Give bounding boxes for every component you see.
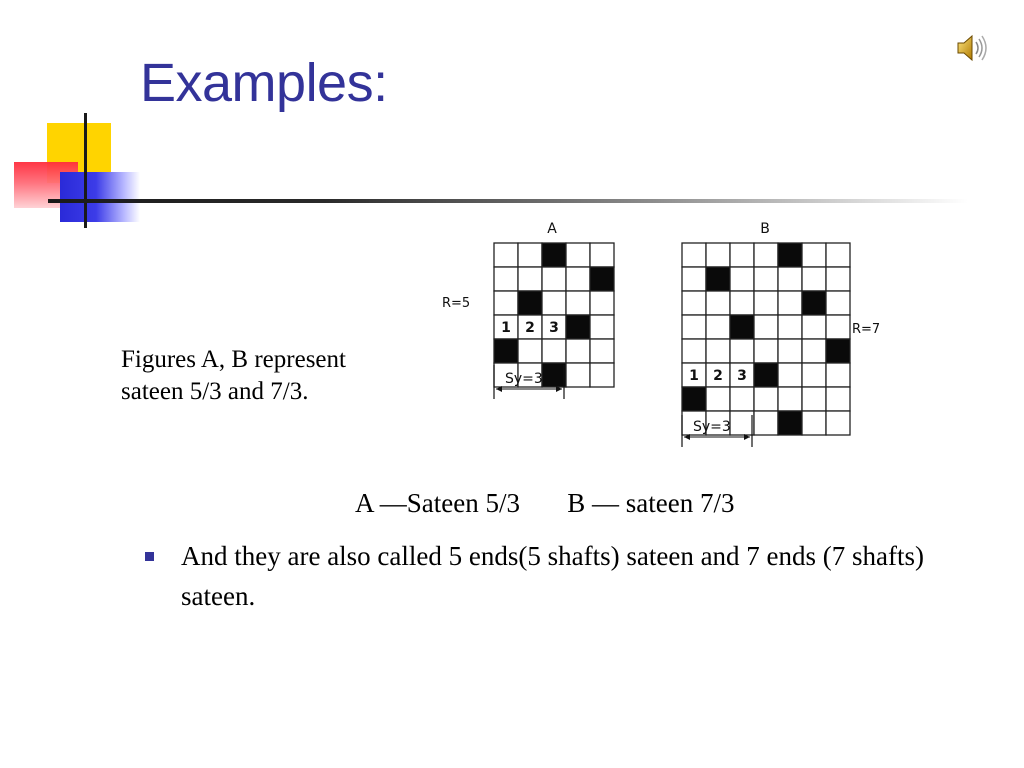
weave-cell-number: 1 <box>501 320 511 336</box>
weave-cell <box>682 243 706 267</box>
weave-cell <box>730 291 754 315</box>
weave-cell-filled <box>706 267 730 291</box>
weave-cell-number: 3 <box>549 320 559 336</box>
weave-cell <box>706 339 730 363</box>
weave-cell-filled <box>778 243 802 267</box>
weave-cell <box>802 315 826 339</box>
weave-cell <box>802 243 826 267</box>
weave-cell <box>706 243 730 267</box>
weave-cell <box>730 387 754 411</box>
weave-cell-filled <box>730 315 754 339</box>
weave-cell <box>566 243 590 267</box>
weave-cell <box>778 339 802 363</box>
diagram-a-shift-label: Sy=3 <box>505 371 543 387</box>
weave-cell <box>778 387 802 411</box>
weave-cell <box>566 363 590 387</box>
weave-cell <box>682 291 706 315</box>
weave-cell <box>542 267 566 291</box>
weave-cell <box>682 315 706 339</box>
weave-cell <box>706 291 730 315</box>
slide-title: Examples: <box>140 53 388 113</box>
weave-cell-filled <box>590 267 614 291</box>
weave-cell <box>778 291 802 315</box>
weave-cell-filled <box>778 411 802 435</box>
decor-blue-square <box>60 172 140 222</box>
weave-cell <box>778 363 802 387</box>
weave-cell <box>826 291 850 315</box>
weave-cell <box>754 291 778 315</box>
weave-cell <box>494 243 518 267</box>
weave-cell <box>778 315 802 339</box>
weave-cell-number: 2 <box>525 320 535 336</box>
weave-cell <box>590 315 614 339</box>
weave-cell <box>802 267 826 291</box>
diagram-b-grid <box>682 243 850 435</box>
diagram-a-repeat-label: R=5 <box>442 296 471 311</box>
caption-line-2: sateen 5/3 and 7/3. <box>121 378 309 405</box>
weave-cell-number: 3 <box>737 368 747 384</box>
weave-cell-filled <box>494 339 518 363</box>
diagram-a-numbers <box>501 320 559 336</box>
diagram-a-label: A <box>547 221 557 237</box>
weave-figure <box>440 215 881 455</box>
weave-diagram-b <box>682 221 880 447</box>
weave-cell <box>682 267 706 291</box>
weave-cell <box>754 411 778 435</box>
weave-cell-filled <box>826 339 850 363</box>
weave-cell <box>754 339 778 363</box>
weave-cell <box>802 411 826 435</box>
weave-cell-filled <box>682 387 706 411</box>
weave-cell <box>826 315 850 339</box>
weave-cell <box>590 243 614 267</box>
weave-cell-filled <box>542 363 566 387</box>
diagram-names-line: A ―Sateen 5/3 B ― sateen 7/3 <box>355 488 735 518</box>
weave-cell <box>706 387 730 411</box>
figure-caption <box>121 344 451 408</box>
weave-cell <box>802 363 826 387</box>
weave-cell <box>826 243 850 267</box>
weave-cell-number: 1 <box>689 368 699 384</box>
weave-cell <box>590 363 614 387</box>
weave-cell <box>566 339 590 363</box>
weave-cell <box>826 267 850 291</box>
weave-cell-number: 2 <box>713 368 723 384</box>
weave-cell <box>802 339 826 363</box>
weave-cell <box>566 291 590 315</box>
weave-cell <box>682 339 706 363</box>
decor-horizontal-rule <box>48 199 968 203</box>
diagram-b-repeat-label: R=7 <box>852 322 881 337</box>
weave-cell <box>494 291 518 315</box>
weave-cell <box>518 267 542 291</box>
weave-cell <box>590 339 614 363</box>
weave-cell <box>730 339 754 363</box>
caption-line-1: Figures A, B represent <box>121 346 346 373</box>
diagram-b-label: B <box>760 221 770 237</box>
weave-cell-filled <box>754 363 778 387</box>
weave-cell-filled <box>566 315 590 339</box>
diagram-b-shift-label: Sy=3 <box>693 419 731 435</box>
weave-cell <box>754 387 778 411</box>
weave-cell <box>518 339 542 363</box>
bullet-text: And they are also called 5 ends(5 shafts) sateen and 7 ends (7 shafts) sateen. <box>181 541 925 611</box>
weave-cell <box>826 411 850 435</box>
bullet-square-icon <box>145 552 154 561</box>
speaker-icon[interactable] <box>955 32 991 64</box>
weave-cell-filled <box>802 291 826 315</box>
weave-cell <box>754 315 778 339</box>
weave-cell-filled <box>518 291 542 315</box>
weave-cell <box>826 387 850 411</box>
weave-cell <box>730 243 754 267</box>
weave-cell <box>542 291 566 315</box>
weave-cell-filled <box>542 243 566 267</box>
weave-cell <box>518 243 542 267</box>
weave-cell <box>590 291 614 315</box>
weave-cell <box>542 339 566 363</box>
weave-cell <box>730 411 754 435</box>
weave-cell <box>706 315 730 339</box>
weave-cell <box>754 243 778 267</box>
weave-cell <box>754 267 778 291</box>
weave-cell <box>826 363 850 387</box>
weave-cell <box>802 387 826 411</box>
weave-cell <box>778 267 802 291</box>
weave-cell <box>730 267 754 291</box>
weave-cell <box>494 267 518 291</box>
decor-vertical-line <box>84 113 87 228</box>
weave-diagram-a <box>442 221 614 399</box>
weave-cell <box>566 267 590 291</box>
diagram-b-numbers <box>689 368 747 384</box>
diagram-a-grid <box>494 243 614 387</box>
